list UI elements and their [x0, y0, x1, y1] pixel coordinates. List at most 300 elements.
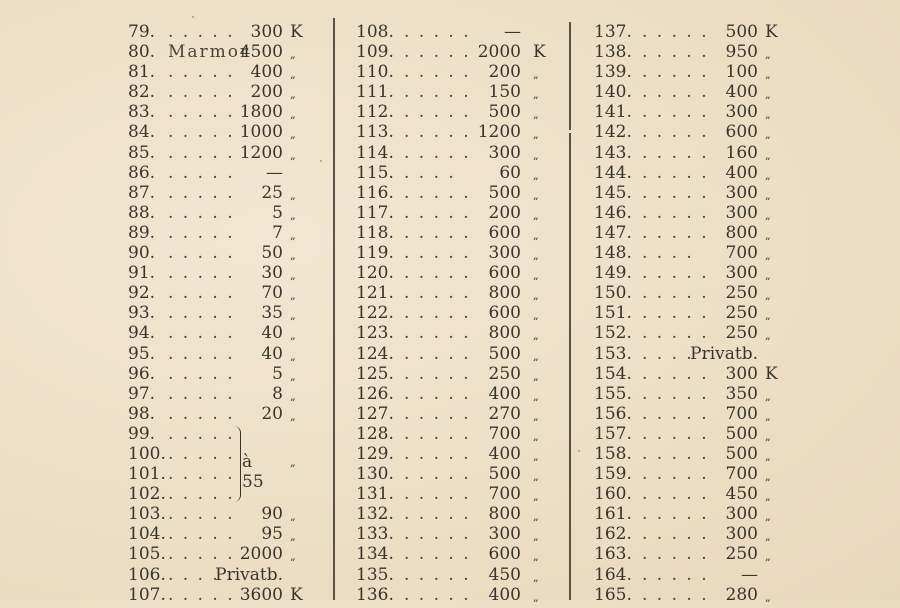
table-row: [356, 163, 561, 183]
entry-value: 4500: [239, 42, 283, 63]
entry-number: 82.: [128, 82, 156, 103]
entry-number: 128.: [356, 423, 394, 444]
leader-dots: . . . . .: [404, 82, 471, 103]
entry-unit: „: [290, 128, 296, 142]
table-row: [594, 484, 794, 504]
entry-value: 1200: [239, 142, 283, 163]
leader-dots: . . . . .: [168, 323, 235, 344]
entry-number: 94.: [128, 323, 156, 344]
table-row: [356, 203, 561, 223]
entry-unit: „: [765, 168, 771, 182]
entry-value: 200: [488, 202, 521, 223]
entry-value: —: [504, 22, 521, 42]
leader-dots: . . . . .: [642, 323, 709, 344]
entry-unit: „: [765, 449, 771, 463]
table-row: [128, 22, 323, 42]
leader-dots: . . . . .: [168, 343, 235, 364]
table-row: [128, 183, 323, 203]
entry-value: 250: [725, 323, 758, 344]
entry-unit: „: [765, 249, 771, 263]
entry-value: 1200: [477, 122, 521, 143]
entry-number: 84.: [128, 122, 156, 143]
table-row: [594, 303, 794, 323]
entry-unit: „: [533, 570, 539, 584]
table-row: [356, 22, 561, 42]
leader-dots: . . . . .: [404, 544, 471, 565]
table-row: [594, 22, 794, 42]
entry-unit: „: [533, 269, 539, 283]
entry-number: 154.: [594, 363, 632, 384]
entry-value: 800: [488, 323, 521, 344]
table-row: [356, 283, 561, 303]
leader-dots: . . . . .: [642, 22, 709, 42]
entry-unit: „: [533, 409, 539, 423]
entry-value: 60: [499, 162, 521, 183]
entry-value: 300: [488, 243, 521, 264]
entry-value: 350: [725, 383, 758, 404]
entry-number: 110.: [356, 62, 394, 83]
entry-value: 7: [272, 222, 283, 243]
leader-dots: . . . . .: [168, 423, 235, 444]
entry-number: 123.: [356, 323, 394, 344]
entry-unit: „: [533, 249, 539, 263]
entry-number: 160.: [594, 484, 632, 505]
entry-value: 400: [488, 584, 521, 605]
table-row: [128, 404, 323, 424]
table-row: [128, 263, 323, 283]
column-divider-2-upper: [569, 22, 571, 130]
leader-dots: . . . . .: [404, 222, 471, 243]
entry-value: 500: [725, 423, 758, 444]
entry-value: 950: [725, 42, 758, 63]
entry-value: 270: [488, 403, 521, 424]
table-row: [128, 484, 323, 504]
leader-dots: . . . . .: [642, 423, 709, 444]
entry-value: 500: [725, 22, 758, 42]
table-row: [594, 504, 794, 524]
table-row: [356, 585, 561, 605]
entry-value: 400: [488, 443, 521, 464]
entry-value: 800: [488, 283, 521, 304]
table-row: [128, 223, 323, 243]
leader-dots: . . . . .: [404, 182, 471, 203]
paper-speck: [578, 450, 580, 452]
entry-value: 50: [261, 243, 283, 264]
entry-unit: K: [290, 584, 303, 605]
entry-number: 91.: [128, 263, 156, 284]
entry-number: 86.: [128, 162, 156, 183]
table-row: [356, 102, 561, 122]
entry-value: 5: [272, 363, 283, 384]
leader-dots: . . . . .: [642, 42, 709, 63]
table-row: [594, 464, 794, 484]
entry-unit: „: [533, 108, 539, 122]
table-row: [594, 223, 794, 243]
table-row: [594, 323, 794, 343]
table-row: [128, 364, 323, 384]
table-row: [356, 62, 561, 82]
table-row: [594, 424, 794, 444]
entry-unit: „: [533, 510, 539, 524]
entry-number: 148.: [594, 243, 632, 264]
entry-value: 400: [250, 62, 283, 83]
entry-value: 20: [261, 403, 283, 424]
entry-value: 300: [725, 202, 758, 223]
entry-value: 400: [488, 383, 521, 404]
entry-value: 40: [261, 343, 283, 364]
leader-dots: . . . . .: [168, 484, 235, 505]
entry-number: 96.: [128, 363, 156, 384]
table-row: [356, 524, 561, 544]
leader-dots: . . . . .: [642, 162, 709, 183]
leader-dots: . . . . .: [404, 263, 471, 284]
entry-number: 103.: [128, 504, 166, 525]
leader-dots: . . . . .: [642, 464, 709, 485]
entry-unit: „: [290, 148, 296, 162]
entry-unit: „: [533, 590, 539, 604]
entry-number: 83.: [128, 102, 156, 123]
entry-number: 140.: [594, 82, 632, 103]
entry-number: 125.: [356, 363, 394, 384]
entry-unit: „: [533, 68, 539, 82]
table-row: [356, 82, 561, 102]
entry-value: 95: [261, 524, 283, 545]
entry-value: 600: [488, 263, 521, 284]
entry-number: 102.: [128, 484, 166, 505]
entry-number: 153.: [594, 343, 632, 364]
entry-unit: „: [533, 449, 539, 463]
entry-number: 92.: [128, 283, 156, 304]
table-row: [128, 323, 323, 343]
entry-unit: „: [765, 289, 771, 303]
entry-value: 280: [725, 584, 758, 605]
leader-dots: . . . . .: [404, 243, 471, 264]
leader-dots: . . . . .: [404, 323, 471, 344]
leader-dots: . . . . .: [642, 222, 709, 243]
entry-unit: „: [290, 289, 296, 303]
entry-value: 600: [488, 222, 521, 243]
entry-unit: „: [765, 389, 771, 403]
entry-unit: K: [533, 42, 546, 63]
table-row: [594, 82, 794, 102]
entry-value: 90: [261, 504, 283, 525]
leader-dots: . . . . .: [642, 182, 709, 203]
leader-dots: . . . . .: [168, 222, 235, 243]
leader-dots: . . . . .: [168, 82, 235, 103]
table-row: [594, 143, 794, 163]
table-row: [128, 143, 323, 163]
leader-dots: . . . . .: [168, 182, 235, 203]
entry-value: 700: [725, 243, 758, 264]
bracket-unit: „: [290, 456, 296, 469]
leader-dots: . . . . .: [642, 403, 709, 424]
table-row: [128, 243, 323, 263]
entry-value: 400: [725, 162, 758, 183]
entry-number: 124.: [356, 343, 394, 364]
entry-value: 700: [725, 464, 758, 485]
entry-value: 300: [725, 263, 758, 284]
leader-dots: . . . . .: [642, 142, 709, 163]
table-row: [128, 102, 323, 122]
entry-unit: „: [533, 530, 539, 544]
entry-number: 137.: [594, 22, 632, 42]
entry-unit: „: [533, 429, 539, 443]
table-row: [356, 544, 561, 564]
entry-number: 122.: [356, 303, 394, 324]
leader-dots: . . . . .: [642, 383, 709, 404]
entry-number: 156.: [594, 403, 632, 424]
entry-value: 250: [488, 363, 521, 384]
entry-unit: „: [290, 389, 296, 403]
table-row: [356, 404, 561, 424]
leader-dots: . . . . .: [642, 82, 709, 103]
table-row: [356, 444, 561, 464]
entry-number: 157.: [594, 423, 632, 444]
entry-number: 126.: [356, 383, 394, 404]
leader-dots: . . . . .: [404, 62, 471, 83]
entry-number: 164.: [594, 564, 632, 585]
leader-dots: . . . . .: [168, 564, 235, 585]
table-row: [356, 344, 561, 364]
table-row: [356, 183, 561, 203]
entry-number: 130.: [356, 464, 394, 485]
leader-dots: . . . . .: [404, 202, 471, 223]
entry-unit: „: [765, 429, 771, 443]
table-row: [356, 484, 561, 504]
leader-dots: . . . . .: [642, 584, 709, 605]
table-row: [356, 464, 561, 484]
leader-dots: . . . . .: [404, 42, 471, 63]
entry-number: 163.: [594, 544, 632, 565]
entry-unit: „: [533, 228, 539, 242]
entry-value: 3600: [239, 584, 283, 605]
entry-number: 104.: [128, 524, 166, 545]
column-divider-2-lower: [569, 133, 571, 600]
entry-number: 158.: [594, 443, 632, 464]
table-row: [128, 163, 323, 183]
table-row: [594, 42, 794, 62]
entry-unit: K: [290, 22, 303, 42]
leader-dots: . . . . .: [642, 524, 709, 545]
entry-unit: „: [290, 369, 296, 383]
leader-dots: . . . . .: [168, 383, 235, 404]
entry-number: 117.: [356, 202, 394, 223]
leader-dots: . . . . .: [404, 403, 471, 424]
entry-value: 450: [725, 484, 758, 505]
table-row: [594, 243, 794, 263]
leader-dots: . . . . .: [168, 524, 235, 545]
leader-dots: . . . . .: [642, 283, 709, 304]
table-row: [128, 283, 323, 303]
leader-dots: . . . . .: [404, 102, 471, 123]
leader-dots: . . . . .: [404, 122, 471, 143]
entry-value: 300: [725, 504, 758, 525]
leader-dots: . . . . .: [404, 464, 471, 485]
entry-value: 500: [488, 102, 521, 123]
leader-dots: . . . . .: [168, 403, 235, 424]
leader-dots: . . . . .: [642, 102, 709, 123]
entry-value: 300: [488, 524, 521, 545]
entry-unit: „: [765, 269, 771, 283]
entry-unit: „: [765, 530, 771, 544]
table-row: [594, 384, 794, 404]
entry-number: 95.: [128, 343, 156, 364]
leader-dots: . . . . .: [168, 303, 235, 324]
entry-number: 111.: [356, 82, 394, 103]
entry-value: 500: [488, 343, 521, 364]
entry-number: 93.: [128, 303, 156, 324]
leader-dots: . . . . .: [404, 423, 471, 444]
table-row: [594, 203, 794, 223]
leader-dots: . . . . .: [404, 383, 471, 404]
leader-dots: . . . . .: [404, 584, 471, 605]
leader-dots: . . . . .: [642, 363, 709, 384]
entry-value: 200: [488, 62, 521, 83]
entry-number: 116.: [356, 182, 394, 203]
entry-value: 450: [488, 564, 521, 585]
table-row: [128, 544, 323, 564]
table-row: [128, 384, 323, 404]
entry-value: 5: [272, 202, 283, 223]
entry-number: 88.: [128, 202, 156, 223]
entry-unit: „: [765, 148, 771, 162]
leader-dots: . . . . .: [168, 464, 235, 485]
leader-dots: . . . . .: [168, 102, 235, 123]
leader-dots: . . . . .: [642, 443, 709, 464]
entry-unit: „: [290, 48, 296, 62]
entry-value: 600: [488, 303, 521, 324]
leader-dots: . . . . .: [168, 263, 235, 284]
entry-value: 300: [488, 142, 521, 163]
table-row: [128, 62, 323, 82]
leader-dots: . . . .: [404, 162, 456, 183]
entry-number: 152.: [594, 323, 632, 344]
entry-value: 250: [725, 303, 758, 324]
entry-number: 120.: [356, 263, 394, 284]
leader-dots: . . . . .: [642, 122, 709, 143]
table-row: [594, 344, 794, 364]
entry-number: 109.: [356, 42, 394, 63]
table-row: [356, 263, 561, 283]
entry-number: 141.: [594, 102, 632, 123]
table-row: [128, 565, 323, 585]
table-row: [128, 303, 323, 323]
entry-value: 30: [261, 263, 283, 284]
leader-dots: . . . . .: [404, 343, 471, 364]
entry-unit: „: [533, 490, 539, 504]
leader-dots: . . . . .: [404, 504, 471, 525]
table-row: [356, 565, 561, 585]
entry-unit: „: [290, 329, 296, 343]
entry-value: 300: [725, 524, 758, 545]
entry-value: 2000: [239, 544, 283, 565]
entry-value: 700: [488, 423, 521, 444]
leader-dots: . . . . .: [168, 243, 235, 264]
leader-dots: . . . . .: [168, 544, 235, 565]
entry-value: 400: [725, 82, 758, 103]
entry-unit: „: [533, 329, 539, 343]
entry-number: 146.: [594, 202, 632, 223]
table-row: [356, 223, 561, 243]
table-row: [128, 524, 323, 544]
entry-unit: „: [533, 349, 539, 363]
table-row: [128, 42, 323, 62]
entry-number: 135.: [356, 564, 394, 585]
entry-unit: „: [533, 208, 539, 222]
entry-number: 147.: [594, 222, 632, 243]
entry-value: 200: [250, 82, 283, 103]
table-row: [128, 344, 323, 364]
entry-number: 80.: [128, 42, 156, 63]
entry-number: 131.: [356, 484, 394, 505]
entry-number: 161.: [594, 504, 632, 525]
entry-number: 151.: [594, 303, 632, 324]
table-row: [594, 263, 794, 283]
entry-unit: „: [290, 309, 296, 323]
table-row: [594, 183, 794, 203]
entry-unit: „: [290, 409, 296, 423]
entry-unit: „: [533, 470, 539, 484]
entry-value: 40: [261, 323, 283, 344]
entry-number: 87.: [128, 182, 156, 203]
entry-number: 145.: [594, 182, 632, 203]
column-divider-1: [333, 18, 335, 600]
leader-dots: . . . . .: [168, 443, 235, 464]
entry-unit: „: [533, 128, 539, 142]
entry-value: 300: [725, 182, 758, 203]
leader-dots: . . . . .: [168, 504, 235, 525]
leader-dots: . . . . .: [168, 584, 235, 605]
entry-number: 138.: [594, 42, 632, 63]
entry-value: 600: [725, 122, 758, 143]
entry-unit: „: [765, 68, 771, 82]
entry-value: 250: [725, 544, 758, 565]
table-row: [356, 364, 561, 384]
entry-unit: „: [765, 510, 771, 524]
entry-number: 132.: [356, 504, 394, 525]
table-row: [594, 163, 794, 183]
table-row: [128, 122, 323, 142]
entry-unit: „: [290, 208, 296, 222]
leader-dots: . . . . .: [642, 484, 709, 505]
entry-number: 101.: [128, 464, 166, 485]
entry-unit: „: [765, 550, 771, 564]
entry-number: 144.: [594, 162, 632, 183]
entry-unit: „: [290, 88, 296, 102]
paper-speck: [192, 16, 194, 18]
entry-value: 100: [725, 62, 758, 83]
entry-unit: „: [533, 550, 539, 564]
leader-dots: . . . . .: [642, 343, 709, 364]
entry-number: 108.: [356, 22, 394, 42]
leader-dots: Marmor: [168, 42, 251, 63]
entry-value: 300: [725, 102, 758, 123]
table-row: [128, 203, 323, 223]
entry-unit: „: [290, 550, 296, 564]
entry-number: 79.: [128, 22, 156, 42]
table-row: [128, 82, 323, 102]
entry-unit: „: [533, 309, 539, 323]
table-row: [356, 323, 561, 343]
entry-number: 149.: [594, 263, 632, 284]
bracket-value: à 55: [242, 452, 264, 492]
entry-unit: „: [290, 349, 296, 363]
leader-dots: . . . . .: [168, 22, 235, 42]
entry-value: 800: [725, 222, 758, 243]
leader-dots: . . . . .: [168, 202, 235, 223]
entry-unit: „: [765, 228, 771, 242]
entry-unit: „: [290, 530, 296, 544]
